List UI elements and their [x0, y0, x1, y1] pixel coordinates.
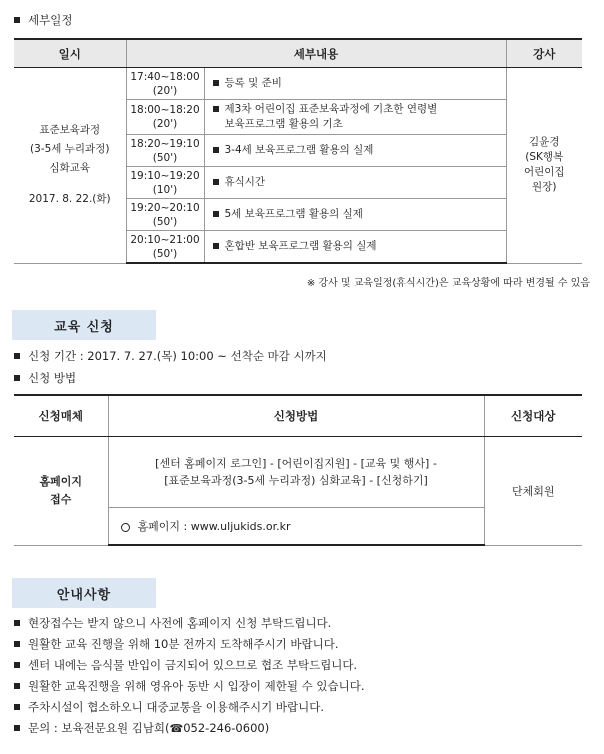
- square-bullet-icon: [14, 353, 20, 359]
- content-cell: 3-4세 보육프로그램 활용의 실제: [204, 135, 506, 167]
- table-row: [14, 68, 582, 100]
- time-cell: 20:10~21:00 (50'): [126, 231, 204, 264]
- time-cell: 17:40~18:00 (20'): [126, 68, 204, 100]
- square-bullet-icon: [14, 375, 20, 381]
- list-item: 원활한 교육 진행을 위해 10분 전까지 도착해주시기 바랍니다.: [14, 633, 365, 654]
- date-cell: 표준보육과정 (3-5세 누리과정) 심화교육 2017. 8. 22.(화): [14, 68, 126, 264]
- schedule-table: [14, 38, 582, 264]
- method-cell: [센터 홈페이지 로그인] - [어린이집지원] - [교육 및 행사] - [표준보육과정(3-5세 누리과정) 심화교육] - [신청하기]: [108, 437, 484, 508]
- apply-section-title: 교육 신청: [12, 310, 156, 340]
- square-bullet-icon: [14, 17, 20, 23]
- col-header-content: 세부내용: [126, 39, 506, 68]
- content-cell: 휴식시간: [204, 167, 506, 199]
- content-cell: 등록 및 준비: [204, 68, 506, 100]
- content-cell: 제3차 어린이집 표준보육과정에 기초한 연령별 보육프로그램 활용의 기초: [204, 100, 506, 135]
- list-item: 원활한 교육진행을 위해 영유아 동반 시 입장이 제한될 수 있습니다.: [14, 675, 365, 696]
- apply-table: [14, 394, 582, 546]
- list-item: 현장접수는 받지 않으니 사전에 홈페이지 신청 부탁드립니다.: [14, 612, 365, 633]
- col-header-instructor: 강사: [506, 39, 582, 68]
- time-cell: 18:20~19:10 (50'): [126, 135, 204, 167]
- list-item: 주차시설이 협소하오니 대중교통을 이용해주시기 바랍니다.: [14, 696, 365, 717]
- homepage-link[interactable]: 홈페이지 : www.uljukids.or.kr: [137, 520, 291, 533]
- target-cell: 단체회원: [484, 437, 582, 546]
- media-cell: 홈페이지 접수: [14, 437, 108, 546]
- time-cell: 19:20~20:10 (50'): [126, 199, 204, 231]
- instructor-cell: 김윤경 (SK행복 어린이집 원장): [506, 68, 582, 264]
- col-header-media: 신청매체: [14, 395, 108, 437]
- time-cell: 19:10~19:20 (10'): [126, 167, 204, 199]
- circle-bullet-icon: [121, 523, 130, 532]
- schedule-note: ※ 강사 및 교육일정(휴식시간)은 교육상황에 따라 변경될 수 있음: [306, 278, 590, 289]
- col-header-datetime: 일시: [14, 39, 126, 68]
- schedule-heading: 세부일정: [14, 12, 72, 28]
- content-cell: 혼합반 보육프로그램 활용의 실제: [204, 231, 506, 264]
- apply-method-label: 신청 방법: [14, 370, 76, 386]
- apply-period: 신청 기간 : 2017. 7. 27.(목) 10:00 ~ 선착순 마감 시까지: [14, 348, 327, 364]
- time-cell: 18:00~18:20 (20'): [126, 100, 204, 135]
- table-row: [14, 437, 582, 508]
- homepage-cell: [108, 508, 484, 546]
- col-header-method: 신청방법: [108, 395, 484, 437]
- col-header-target: 신청대상: [484, 395, 582, 437]
- list-item: 센터 내에는 음식물 반입이 금지되어 있으므로 협조 부탁드립니다.: [14, 654, 365, 675]
- info-section-title: 안내사항: [12, 578, 156, 608]
- telephone-icon: ☎: [169, 721, 184, 735]
- contact-item: 문의 : 보육전문요원 김남희(☎052-246-0600): [14, 717, 365, 738]
- content-cell: 5세 보육프로그램 활용의 실제: [204, 199, 506, 231]
- info-list: [14, 612, 365, 738]
